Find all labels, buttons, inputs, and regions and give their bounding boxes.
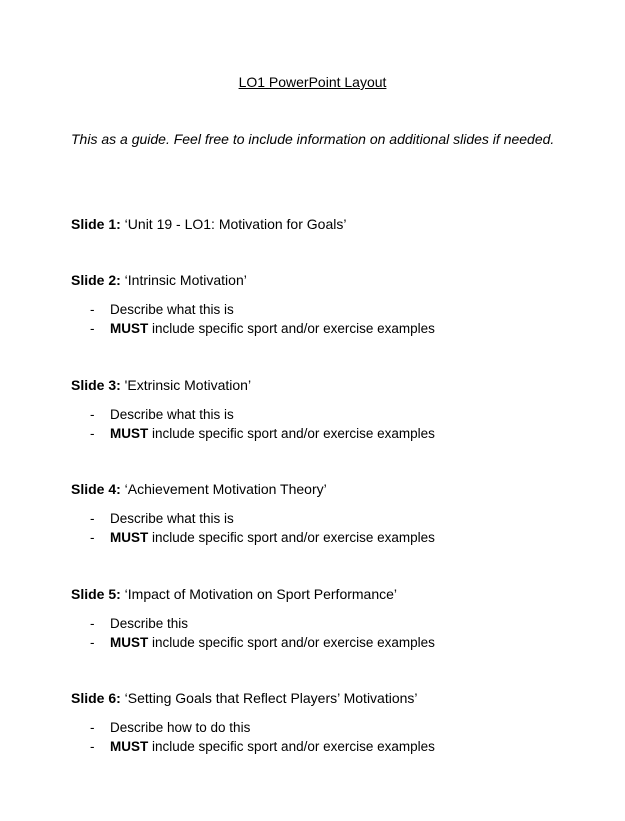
bullet-item [71, 528, 435, 547]
slide-heading [71, 271, 247, 289]
slide-heading [71, 480, 327, 498]
slide-section-2 [71, 271, 435, 338]
bullet-dash: - [90, 321, 95, 336]
slide-title: 'Extrinsic Motivation’ [120, 377, 252, 393]
slide-title: ‘Impact of Motivation on Sport Performance’ [120, 586, 398, 602]
slide-label: Slide 5: [71, 586, 121, 602]
bullet-text: include specific sport and/or exercise examples [148, 739, 435, 754]
bullet-item [71, 300, 247, 319]
bullet-emphasis: MUST [110, 739, 149, 754]
slide-heading [71, 585, 397, 603]
bullet-text: Describe what this is [110, 511, 234, 526]
bullet-text: Describe what this is [110, 302, 234, 317]
bullet-text: include specific sport and/or exercise examples [148, 321, 435, 336]
bullet-dash: - [90, 426, 95, 441]
bullet-emphasis: MUST [110, 635, 149, 650]
bullet-text: include specific sport and/or exercise examples [148, 635, 435, 650]
bullet-item [71, 319, 435, 338]
slide-section-3 [71, 376, 435, 443]
bullet-item [71, 633, 435, 652]
bullet-list [71, 405, 435, 443]
slide-label: Slide 1: [71, 216, 121, 232]
bullet-emphasis: MUST [110, 530, 149, 545]
slide-heading [71, 215, 346, 233]
bullet-list [71, 614, 435, 652]
slide-title: ‘Unit 19 - LO1: Motivation for Goals’ [120, 216, 347, 232]
bullet-text: Describe what this is [110, 407, 234, 422]
bullet-dash: - [90, 616, 95, 631]
slide-label: Slide 2: [71, 272, 121, 288]
bullet-item [71, 737, 435, 756]
slide-label: Slide 3: [71, 377, 121, 393]
slide-section-6 [71, 689, 435, 756]
bullet-item [71, 509, 327, 528]
document-intro: This as a guide. Feel free to include information on additional slides if needed. [71, 131, 555, 147]
slide-title: ‘Intrinsic Motivation’ [120, 272, 247, 288]
slide-heading [71, 689, 418, 707]
bullet-dash: - [90, 530, 95, 545]
bullet-dash: - [90, 302, 95, 317]
bullet-dash: - [90, 511, 95, 526]
bullet-list [71, 718, 435, 756]
bullet-text: include specific sport and/or exercise examples [148, 530, 435, 545]
bullet-dash: - [90, 720, 95, 735]
bullet-text: include specific sport and/or exercise examples [148, 426, 435, 441]
slide-section-1 [71, 215, 346, 233]
bullet-emphasis: MUST [110, 321, 149, 336]
bullet-dash: - [90, 407, 95, 422]
slide-label: Slide 6: [71, 690, 121, 706]
slide-heading [71, 376, 251, 394]
slide-label: Slide 4: [71, 481, 121, 497]
bullet-text: Describe how to do this [110, 720, 251, 735]
bullet-item [71, 614, 397, 633]
bullet-dash: - [90, 739, 95, 754]
bullet-item [71, 424, 435, 443]
slide-title: ‘Setting Goals that Reflect Players’ Motivations’ [120, 690, 418, 706]
slide-title: ‘Achievement Motivation Theory’ [120, 481, 327, 497]
slide-section-5 [71, 585, 435, 652]
bullet-item [71, 405, 251, 424]
bullet-emphasis: MUST [110, 426, 149, 441]
slide-section-4 [71, 480, 435, 547]
bullet-text: Describe this [110, 616, 189, 631]
bullet-item [71, 718, 418, 737]
bullet-list [71, 509, 435, 547]
document-title: LO1 PowerPoint Layout [238, 74, 387, 90]
bullet-list [71, 300, 435, 338]
bullet-dash: - [90, 635, 95, 650]
